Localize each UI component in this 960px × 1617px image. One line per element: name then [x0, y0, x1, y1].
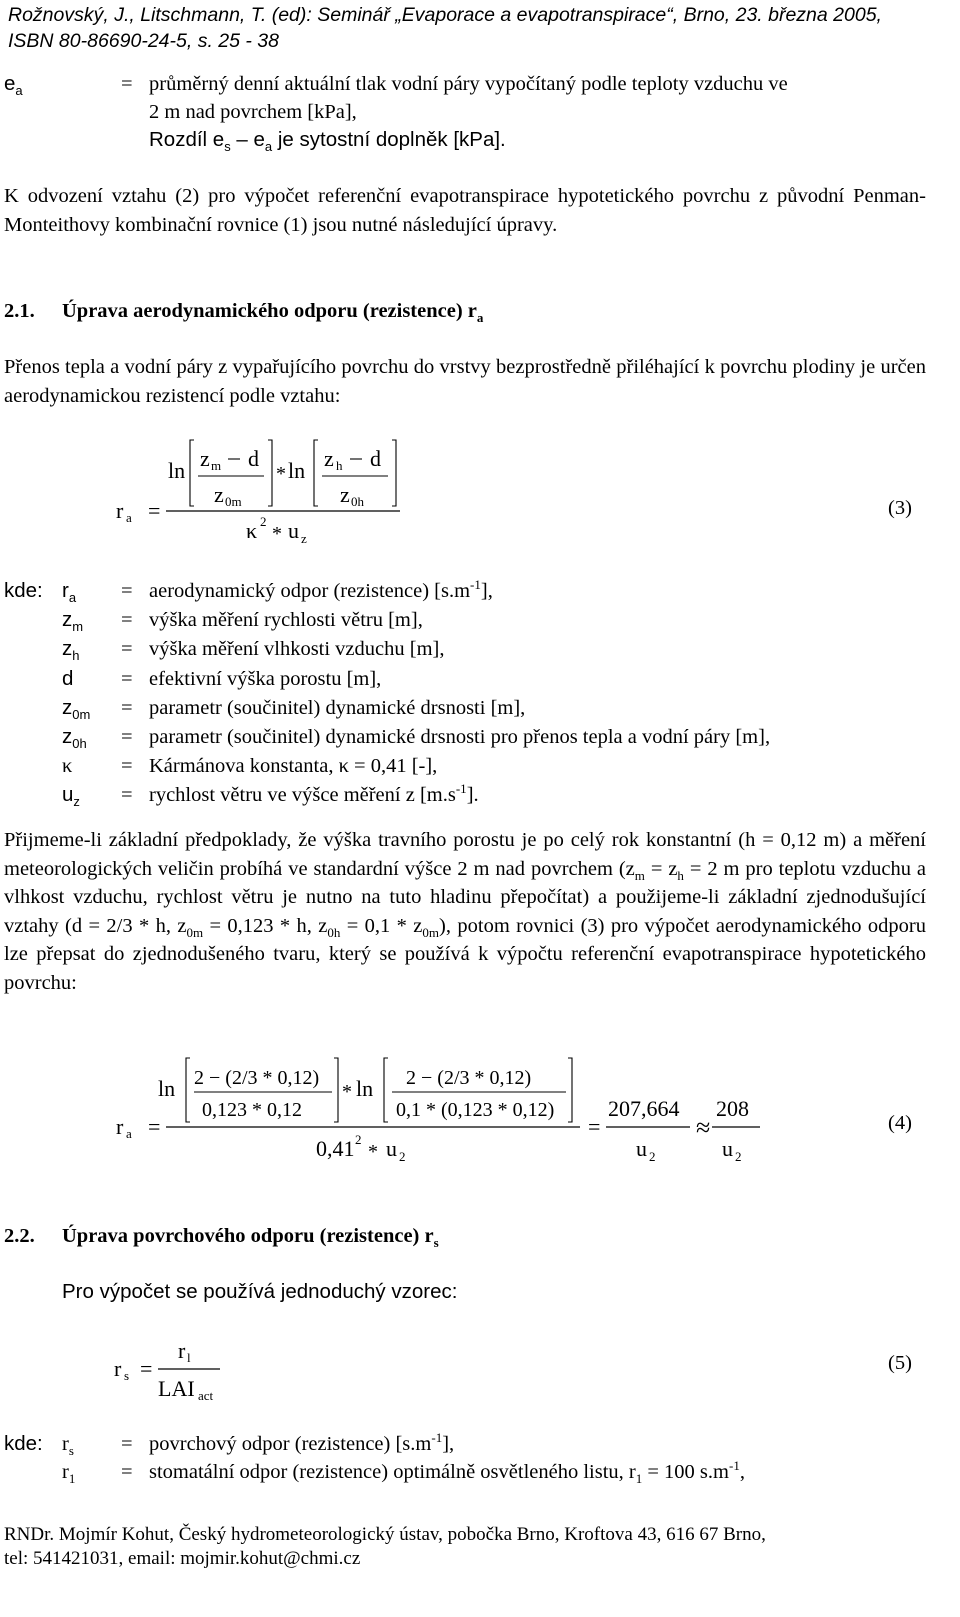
eq3-z0h: z — [340, 482, 350, 507]
para3-t1: Přijmeme-li základní předpoklady, že výška travního porostu je po celý rok konstantní (h = 0,12 m) a měření meteorologických veličin probíhá ve standardní výšce 2 m nad povrchem (z — [4, 829, 926, 880]
eq4-lhs: r — [116, 1114, 124, 1139]
kde2-text-0-sup: -1 — [431, 1430, 443, 1446]
kde1-equals: = — [121, 755, 133, 778]
eq3-ln-1: ln — [168, 458, 186, 483]
kde2-row-sym-1 — [62, 1458, 75, 1486]
eq4-ln-1: ln — [158, 1076, 176, 1101]
kde1-description — [149, 635, 444, 663]
definition-ea-eq: = — [121, 73, 133, 95]
kde1-symbol — [62, 694, 90, 722]
kde1-symbol — [62, 577, 76, 605]
eq3-zh: z — [324, 446, 334, 471]
kde2-text-1-main: stomatální odpor (rezistence) optimálně osvětleného listu, r — [149, 1461, 636, 1483]
kde1-symbol-main: d — [62, 666, 74, 690]
kde1-symbol-main: κ — [62, 755, 73, 778]
eq3-d-1: d — [248, 446, 259, 471]
eq4-star: * — [342, 1081, 352, 1103]
section-2-2-title — [62, 1222, 439, 1251]
eq4-val-2: 208 — [716, 1096, 749, 1121]
rozdil-e: je sytostní doplněk [kPa]. — [272, 128, 506, 151]
equation-4-number: (4) — [888, 1112, 912, 1134]
eq3-kappa-sup: 2 — [260, 514, 267, 529]
kde2-text-1-sub: 1 — [635, 1471, 643, 1487]
eq4-bracket-right-2 — [568, 1058, 572, 1122]
kde2-text-0-main: povrchový odpor (rezistence) [s.m — [149, 1433, 432, 1455]
kde1-description-text: výška měření vlhkosti vzduchu [m], — [149, 638, 445, 661]
para3-s2: h — [677, 867, 684, 883]
equation-5-number: (5) — [888, 1352, 912, 1374]
header-line-2: ISBN 80-86690-24-5, s. 25 - 38 — [8, 30, 279, 52]
kde2-text-1 — [149, 1458, 745, 1486]
paragraph-aero: Přenos tepla a vodní páry z vypařujícího povrchu do vrstvy bezprostředně přiléhající k povrchu plodiny je určen aerodynamickou rezistencí podle vztahu: — [4, 356, 926, 407]
kde1-equals: = — [121, 726, 133, 748]
eq3-bracket-left-1 — [190, 440, 194, 506]
page-footer — [4, 1523, 766, 1571]
definition-ea-text-cont: 2 m nad povrchem [kPa], — [149, 101, 357, 123]
kde2-text-1-sup: -1 — [729, 1458, 740, 1474]
eq4-val2-u: u — [722, 1136, 733, 1161]
kde2-sub-1: 1 — [68, 1471, 76, 1487]
eq3-z0m-sub: 0m — [225, 494, 242, 509]
kde1-symbol — [62, 665, 73, 693]
page-header — [8, 2, 882, 54]
section-2-2-title-sub: s — [433, 1235, 439, 1251]
section-2-2-number: 2.2. — [4, 1225, 35, 1247]
definition-ea-text: průměrný denní aktuální tlak vodní páry vypočítaný podle teploty vzduchu ve — [149, 73, 788, 95]
kde1-symbol-sub: a — [68, 590, 77, 606]
eq3-d-2: d — [370, 446, 381, 471]
kde2-sub-0: s — [68, 1443, 74, 1459]
kde1-symbol-sub: z — [73, 794, 80, 810]
eq3-ln-2: ln — [288, 458, 306, 483]
kde1-description-tail: ]. — [466, 784, 479, 807]
kde1-equals: = — [121, 638, 133, 661]
para3-s3: 0m — [186, 924, 204, 940]
def-symbol-sub: a — [15, 83, 23, 99]
para3-t6: ), potom rovnici (3) pro výpočet aerodynamického odporu lze přepsat do zjednodušeného tvaru, který se používá k výpočtu referenční evapotranspirace hypotetického povrchu: — [4, 914, 926, 994]
eq3-z0m: z — [214, 482, 224, 507]
footer-line-2: tel: 541421031, email: mojmir.kohut@chmi.cz — [4, 1548, 361, 1569]
paragraph-formula-intro: Pro výpočet se používá jednoduchý vzorec: — [62, 1280, 458, 1303]
section-2-2-title-text: Úprava povrchového odporu (rezistence) r — [62, 1225, 434, 1247]
eq4-eq-2: = — [588, 1114, 601, 1139]
eq5-den: LAI — [158, 1376, 195, 1401]
eq4-num-2: 2 − (2/3 * 0,12) — [406, 1067, 532, 1089]
eq5-num: r — [178, 1338, 186, 1363]
rozdil-sub-a: a — [264, 139, 273, 155]
kde1-description — [149, 781, 479, 809]
eq3-lhs-sub: a — [126, 510, 132, 525]
eq5-eq: = — [140, 1356, 153, 1381]
eq4-bracket-left-2 — [384, 1058, 388, 1122]
section-2-1-number: 2.1. — [4, 300, 35, 322]
section-2-1-title-sub: a — [476, 310, 484, 326]
kde1-symbol — [62, 752, 72, 780]
equation-3-number: (3) — [888, 497, 912, 519]
para3-t2: = z — [644, 857, 678, 880]
eq4-bracket-left-1 — [186, 1058, 190, 1122]
eq5-num-sub: l — [187, 1350, 191, 1365]
eq3-zh-sub: h — [336, 458, 343, 473]
kde1-description-text: výška měření rychlosti větru [m], — [149, 609, 423, 632]
kde-label-1: kde: — [4, 579, 43, 602]
kde1-description — [149, 577, 493, 605]
para3-t4: = 0,123 * h, z — [203, 914, 328, 937]
para3-t5: = 0,1 * z — [340, 914, 423, 937]
kde1-description — [149, 606, 423, 634]
kde1-equals: = — [121, 609, 133, 632]
kde1-symbol-main: u — [62, 783, 74, 807]
kde1-equals: = — [121, 784, 133, 807]
kde2-text-0-tail: ], — [442, 1433, 455, 1455]
eq4-den-u-sub: 2 — [399, 1149, 406, 1164]
eq4-den-sup: 2 — [355, 1132, 362, 1147]
eq4-ln-2: ln — [356, 1076, 374, 1101]
kde2-text-0 — [149, 1430, 454, 1458]
kde1-description-tail: ], — [480, 580, 493, 602]
kde1-symbol-sub: m — [72, 619, 84, 635]
kde1-description-text: aerodynamický odpor (rezistence) [s.m — [149, 580, 471, 602]
kde1-symbol-main: z — [62, 608, 73, 632]
eq3-zm-sub: m — [211, 458, 222, 473]
eq3-star: * — [276, 463, 286, 485]
eq3-u-sub: z — [301, 531, 307, 546]
def-symbol: e — [4, 72, 16, 95]
eq4-val-u: u — [636, 1136, 647, 1161]
eq4-val2-u-sub: 2 — [735, 1149, 742, 1164]
kde1-symbol-sub: 0h — [72, 736, 87, 752]
kde1-description — [149, 694, 525, 722]
kde1-symbol-main: z — [62, 637, 73, 661]
eq4-den-main: 0,41 — [316, 1136, 355, 1161]
kde1-symbol-main: z — [62, 695, 73, 719]
kde1-description-text: efektivní výška porostu [m], — [149, 667, 382, 690]
eq4-val-u-sub: 2 — [649, 1149, 656, 1164]
eq4-val: 207,664 — [608, 1096, 680, 1121]
eq4-eq: = — [148, 1114, 161, 1139]
kde1-description-text: rychlost větru ve výšce měření z [m.s — [149, 784, 456, 807]
eq3-z0h-sub: 0h — [351, 494, 364, 509]
eq4-bracket-right-1 — [334, 1058, 338, 1122]
kde1-symbol-sub: h — [72, 648, 80, 664]
eq5-den-sub: act — [198, 1388, 214, 1403]
rozdil-a: Rozdíl e — [149, 128, 225, 151]
kde2-eq-0: = — [121, 1433, 133, 1455]
kde2-eq-1: = — [121, 1461, 133, 1483]
kde1-equals: = — [121, 667, 133, 690]
eq4-num-1: 2 − (2/3 * 0,12) — [194, 1067, 320, 1089]
kde2-text-1-main2: = 100 s.m — [642, 1461, 729, 1483]
para3-s1: m — [634, 867, 645, 883]
kde1-description — [149, 723, 770, 751]
eq4-den-u: u — [386, 1136, 397, 1161]
paragraph-intro: K odvození vztahu (2) pro výpočet referenční evapotranspirace hypotetického povrchu z původní Penman-Monteithovy kombinační rovnice (1) jsou nutné následující úpravy. — [4, 185, 926, 236]
rozdil-line — [149, 126, 506, 154]
eq3-bracket-left-2 — [314, 440, 318, 506]
kde2-row-sym — [62, 1430, 74, 1458]
kde-label-2: kde: — [4, 1432, 43, 1455]
kde1-description-sup: -1 — [470, 577, 481, 593]
eq4-den-1: 0,123 * 0,12 — [202, 1099, 302, 1121]
kde1-description — [149, 752, 437, 780]
kde1-description-text: parametr (součinitel) dynamické drsnosti [m], — [149, 696, 526, 719]
kde1-symbol — [62, 606, 83, 634]
kde2-sym-1: r — [62, 1461, 69, 1483]
eq3-kappa: κ — [246, 518, 258, 543]
kde1-description-text: parametr (součinitel) dynamické drsnosti pro přenos tepla a vodní páry [m], — [149, 726, 771, 748]
paragraph-assumptions — [4, 826, 926, 998]
kde1-symbol-main: r — [62, 579, 69, 602]
para3-s4: 0h — [327, 924, 341, 940]
eq4-lhs-sub: a — [126, 1126, 132, 1141]
kde1-symbol — [62, 781, 80, 809]
eq3-bracket-right-2 — [392, 440, 396, 506]
eq4-den-2: 0,1 * (0,123 * 0,12) — [396, 1099, 555, 1121]
kde1-symbol-main: z — [62, 725, 73, 748]
footer-line-1: RNDr. Mojmír Kohut, Český hydrometeorologický ústav, pobočka Brno, Kroftova 43, 616 67 Brno, — [4, 1524, 766, 1545]
eq3-bracket-right-1 — [268, 440, 272, 506]
kde2-text-1-tail: , — [739, 1461, 745, 1483]
kde1-equals: = — [121, 696, 133, 719]
para3-t3: = 2 m pro teplotu vzduchu a vlhkost vzduchu, rychlost větru je nutno na tuto hladinu přepočítat) a použijeme-li základní zjednodušující vztahy (d = 2/3 * h, z — [4, 857, 926, 937]
eq3-zm: z — [200, 446, 210, 471]
eq5-lhs-sub: s — [124, 1368, 130, 1383]
header-line-1: Rožnovský, J., Litschmann, T. (ed): Seminář „Evaporace a evapotranspirace“, Brno, 23. března 2005, — [8, 4, 882, 26]
rozdil-c: – e — [230, 128, 265, 151]
kde1-symbol — [62, 635, 79, 663]
kde1-description-sup: -1 — [455, 781, 467, 797]
section-2-1-title-text: Úprava aerodynamického odporu (rezistence) r — [62, 300, 477, 322]
kde2-sym-0: r — [62, 1433, 69, 1455]
kde1-symbol — [62, 723, 87, 751]
eq3-den-star: * — [272, 523, 282, 545]
definition-ea — [4, 70, 23, 98]
kde1-symbol-sub: 0m — [72, 706, 91, 722]
eq3-lhs: r — [116, 498, 124, 523]
equation-5 — [108, 1336, 238, 1406]
kde1-description — [149, 665, 381, 693]
eq5-lhs: r — [114, 1356, 122, 1381]
section-2-1-title — [62, 297, 483, 326]
eq3-eq: = — [148, 498, 161, 523]
eq4-approx: ≈ — [696, 1113, 711, 1142]
rozdil-sub-s: s — [224, 139, 231, 155]
equation-3 — [110, 432, 410, 554]
equation-4 — [110, 1052, 770, 1176]
eq4-den-star: * — [368, 1141, 378, 1163]
eq3-u: u — [288, 518, 299, 543]
para3-s5: 0m — [422, 924, 440, 940]
kde1-description-text: Kármánova konstanta, κ = 0,41 [-], — [149, 755, 438, 778]
kde1-equals: = — [121, 580, 133, 602]
